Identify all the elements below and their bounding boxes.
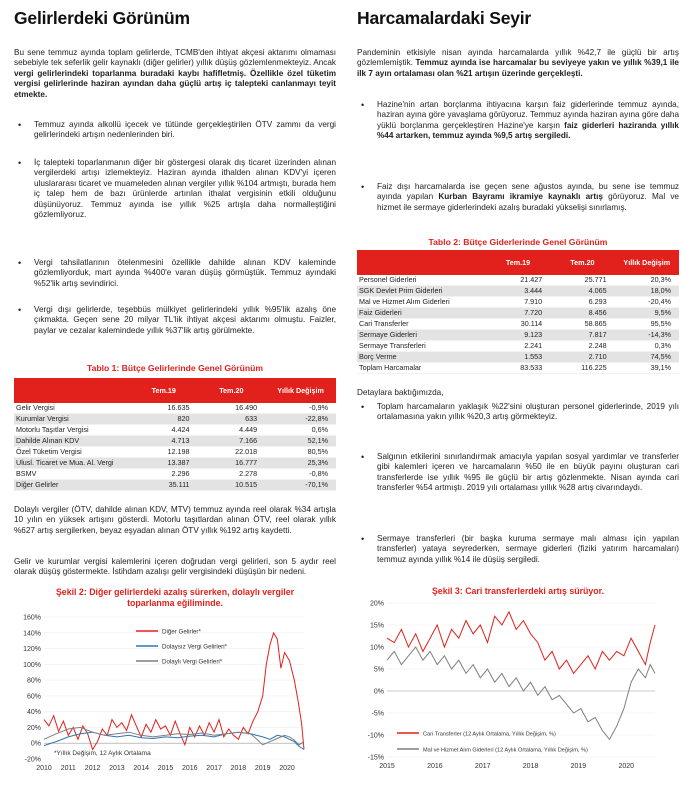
table-cell: 2.248 xyxy=(550,341,614,352)
y-tick-label: -15% xyxy=(367,754,384,762)
table-cell: 21.427 xyxy=(486,275,550,286)
table-cell: 2.710 xyxy=(550,352,614,363)
spending-table-title: Tablo 2: Bütçe Giderlerinde Genel Görünüm xyxy=(428,237,608,247)
spending-bullet-1 xyxy=(357,100,679,182)
revenue-bullet-2 xyxy=(14,158,336,258)
table-cell: 30.114 xyxy=(486,319,550,330)
table-row xyxy=(14,436,336,447)
table-row-label: Sermaye Transferleri xyxy=(357,341,486,352)
table-row xyxy=(14,425,336,436)
revenue-after-p1: Dolaylı vergiler (ÖTV, dahilde alınan KDV, MTV) temmuz ayında reel olarak %34 artışla 10 yılın en yüksek artışını gösterdi. Motorlu taşıtlardan alınan ÖTV, reel olarak yıllık %627 artış sergilerken, beyaz eşyadan alınan ÖTV yıllık %192 artış kaydetti. xyxy=(14,505,336,535)
y-tick-label: 40% xyxy=(26,709,41,717)
x-tick-label: 2019 xyxy=(254,765,271,772)
table-header-cell: Tem.19 xyxy=(486,250,550,275)
y-tick-label: -20% xyxy=(24,756,41,764)
x-tick-label: 2011 xyxy=(60,765,76,772)
revenue-intro-bold: vergi gelirlerindeki toparlanma buradaki kaybı hafifletmiş. Özellikle özel tüketim vergisi gelirlerinde haziran ayından daha güçlü artış iç talepteki canlanmayı teyit etmekte. xyxy=(14,68,336,99)
y-tick-label: 5% xyxy=(373,666,384,674)
table-cell: 80,5% xyxy=(265,447,336,458)
spending-intro-bold: Temmuz ayında ise harcamalar bu seviyeye yakın ve yıllık %39,1 ile ilk 7 ayın ortalaması olan %21 artışın üzerinde gerçekleşti. xyxy=(357,58,679,78)
table-cell: 2.241 xyxy=(486,341,550,352)
x-tick-label: 2019 xyxy=(570,763,587,770)
y-tick-label: 120% xyxy=(23,646,41,654)
table-cell: 22.018 xyxy=(198,447,266,458)
table-row xyxy=(357,319,679,330)
table-cell: -20,4% xyxy=(615,297,679,308)
details-bullet-text: Toplam harcamaların yaklaşık %22'sini oluşturan personel giderlerinde, 2019 yılı ortalamasına yakın yıllık %20,3 artış görmekteyiz. xyxy=(377,402,679,422)
x-tick-label: 2016 xyxy=(182,765,198,772)
revenue-bullet-text: İç talepteki toparlanmanın diğer bir göstergesi olarak dış ticaret üzerinden alınan vergilerdeki artışı izlemekteyiz. Haziran ayında ithalden alınan KDV'yi içeren uluslararası ticaret ve muameleden alınan vergiler yıllık %104 artmıştı, burada hem iç talep hem de bazı ürünlerde artırılan ithalat vergisinin etkili olduğunu düşünüyoruz. Temmuz ayında ise yıllık %25 artışla daha normalleştiğini gözlemliyoruz. xyxy=(34,158,336,220)
revenue-section-title: Gelirlerdeki Görünüm xyxy=(14,8,190,28)
details-bullet-text: Salgının etkilerini sınırlandırmak amacıyla yapılan sosyal yardımlar ve transferler gibi kalemleri içeren ve harcamaların %50 ile en büyük payını oluşturan cari transferlerde ise yıllık %95 ile güçlü bir artış gözlenmekte. Nisan ayında cari transferler %54 artmıştı. 2019 yılı ortalaması yıllık %28 artış civarındaydı. xyxy=(377,452,679,493)
table-row xyxy=(357,297,679,308)
table-cell: 12.198 xyxy=(130,447,198,458)
revenue-intro-text: Bu sene temmuz ayında toplam gelirlerde, TCMB'den ihtiyat akçesi aktarımı olmaması sebebiyle tek seferlik gelir kaynaklı (diğer gelirler) yıllık düşüş gözlemlenmekteyiz. Ancak xyxy=(14,48,336,68)
x-tick-label: 2017 xyxy=(206,765,222,772)
y-tick-label: 20% xyxy=(26,724,41,732)
chart-note: *Yıllık Değişim, 12 Aylık Ortalama xyxy=(54,750,151,757)
y-tick-label: 0% xyxy=(373,688,384,696)
y-tick-label: 10% xyxy=(369,644,384,652)
x-tick-label: 2013 xyxy=(109,765,125,772)
table-row xyxy=(14,469,336,480)
table-cell: 6.293 xyxy=(550,297,614,308)
spending-bullets xyxy=(357,100,679,237)
table-cell: 2.296 xyxy=(130,469,198,480)
table-cell: 95,5% xyxy=(615,319,679,330)
table-cell: 3.444 xyxy=(486,286,550,297)
table-cell: 0,3% xyxy=(615,341,679,352)
series-line xyxy=(387,647,655,739)
bullet-icon: • xyxy=(361,452,365,462)
table-cell: 18,0% xyxy=(615,286,679,297)
table-row-label: SGK Devlet Prim Giderleri xyxy=(357,286,486,297)
table-cell: 116.225 xyxy=(550,363,614,374)
table-cell: 20,3% xyxy=(615,275,679,286)
table-row xyxy=(14,403,336,414)
table-row xyxy=(14,447,336,458)
table-row xyxy=(357,341,679,352)
x-tick-label: 2018 xyxy=(522,763,539,770)
bullet-icon: • xyxy=(18,120,22,130)
table-cell: 1.553 xyxy=(486,352,550,363)
table-cell: 4.449 xyxy=(198,425,266,436)
revenue-bullet-text: Vergi dışı gelirlerde, teşebbüs mülkiyet gelirlerindeki yıllık %95'lik azalış öne çıkmakta. Geçen sene 20 milyar TL'lik ihtiyat akçesi aktarımı olmuştu. Faizler, paylar ve cezalar kalemindede yıllık %37'lik artış görülmekte. xyxy=(34,305,336,335)
y-tick-label: -5% xyxy=(371,710,384,718)
table-header-cell xyxy=(357,250,486,275)
x-tick-label: 2012 xyxy=(84,765,101,772)
details-intro: Detaylara baktığımızda, xyxy=(357,388,444,397)
bullet-icon: • xyxy=(361,100,365,110)
right-column xyxy=(357,0,679,777)
legend-label: Dolaylı Vergi Gelirleri* xyxy=(162,658,223,666)
table-cell: -14,3% xyxy=(615,330,679,341)
table-row-label: Kurumlar Vergisi xyxy=(14,414,130,425)
table-cell: 83.533 xyxy=(486,363,550,374)
x-tick-label: 2010 xyxy=(36,765,52,772)
table-row-label: Personel Giderleri xyxy=(357,275,486,286)
table-cell: 25,3% xyxy=(265,458,336,469)
table-row-label: Dahilde Alınan KDV xyxy=(14,436,130,447)
table-row xyxy=(357,363,679,374)
spending-bullet-text: Faiz dışı harcamalarda ise geçen sene ağustos ayında, bu sene ise temmuz ayında yapılan xyxy=(377,182,679,202)
legend-label: Dolaysız Vergi Gelirleri* xyxy=(162,643,227,651)
table-cell: 9,5% xyxy=(615,308,679,319)
table-cell: 0,6% xyxy=(265,425,336,436)
table-row xyxy=(357,286,679,297)
table-header-cell: Yıllık Değişim xyxy=(265,378,336,403)
x-tick-label: 2020 xyxy=(618,763,635,770)
table-row-label: Sermaye Giderleri xyxy=(357,330,486,341)
table-cell: 16.777 xyxy=(198,458,266,469)
legend-label: Cari Transferler (12 Aylık Ortalama, Yıllık Değişim, %) xyxy=(423,731,556,738)
table-row-label: Faiz Giderleri xyxy=(357,308,486,319)
table-cell: 9.123 xyxy=(486,330,550,341)
table-cell: 4.424 xyxy=(130,425,198,436)
table-header-cell: Yıllık Değişim xyxy=(615,250,679,275)
table-row xyxy=(357,352,679,363)
series-line xyxy=(44,732,304,749)
table-row-label: Toplam Harcamalar xyxy=(357,363,486,374)
spending-line-chart xyxy=(357,597,679,777)
y-tick-label: 20% xyxy=(369,600,384,608)
table-row-label: Özel Tüketim Vergisi xyxy=(14,447,130,458)
revenue-table xyxy=(14,378,336,491)
table-cell: 25.771 xyxy=(550,275,614,286)
details-bullet-1 xyxy=(357,402,679,452)
table-cell: 7.166 xyxy=(198,436,266,447)
spending-bullet-2 xyxy=(357,182,679,237)
revenue-bullet-4 xyxy=(14,305,336,363)
table-cell: -70,1% xyxy=(265,480,336,491)
spending-bullet-bold: faiz giderleri haziranda yıllık %44 artarken, temmuz ayında %9,5 artış sergiledi. xyxy=(377,120,679,141)
x-tick-label: 2020 xyxy=(279,765,295,772)
x-tick-label: 2017 xyxy=(474,763,491,770)
table-cell: 7.720 xyxy=(486,308,550,319)
revenue-bullet-text: Temmuz ayında alkollü içecek ve tütünde gerçekleştirilen ÖTV zammı da vergi gelirlerindeki artışın nedenlerinden biri. xyxy=(34,120,336,140)
table-cell: 39,1% xyxy=(615,363,679,374)
table-cell: 74,5% xyxy=(615,352,679,363)
table-header-cell xyxy=(14,378,130,403)
spending-section-title: Harcamalardaki Seyir xyxy=(357,8,532,28)
table-row xyxy=(357,275,679,286)
x-tick-label: 2015 xyxy=(379,763,395,770)
table-cell: 58.865 xyxy=(550,319,614,330)
y-tick-label: 80% xyxy=(26,677,41,685)
legend-label: Diğer Gelirler* xyxy=(162,628,201,636)
revenue-after-p2: Gelir ve kurumlar vergisi kalemlerini içeren doğrudan vergi gelirleri, son 5 aydır reel olarak düşüş göstermekte. İstihdam azalışı gelir vergisindeki düşüşün bir nedeni. xyxy=(14,557,336,577)
y-tick-label: 0% xyxy=(30,740,41,748)
table-cell: 8.456 xyxy=(550,308,614,319)
x-tick-label: 2014 xyxy=(133,765,149,772)
table-row xyxy=(357,330,679,341)
table-row-label: Borç Verme xyxy=(357,352,486,363)
spending-chart-title: Şekil 3: Cari transferlerdeki artış sürüyor. xyxy=(431,586,605,596)
table-row-label: Gelir Vergisi xyxy=(14,403,130,414)
bullet-icon: • xyxy=(18,158,22,168)
table-cell: 633 xyxy=(198,414,266,425)
y-tick-label: 140% xyxy=(23,630,41,638)
table-cell: 4.713 xyxy=(130,436,198,447)
y-tick-label: 160% xyxy=(23,614,41,622)
table-cell: 7.910 xyxy=(486,297,550,308)
legend-label: Mal ve Hizmet Alım Giderleri (12 Aylık Ortalama, Yıllık Değişim, %) xyxy=(423,747,588,754)
revenue-bullet-text: Vergi tahsilatlarının ötelenmesini özellikle dahilde alınan KDV kaleminde gözlemliyorduk, mart ayında %400'e varan düşüş görmüştük. Temmuz ayındaki %52'lik artış sevindirici. xyxy=(34,258,336,288)
table-row xyxy=(14,458,336,469)
x-tick-label: 2015 xyxy=(157,765,174,772)
table-cell: 10.515 xyxy=(198,480,266,491)
bullet-icon: • xyxy=(361,402,365,412)
table-header-cell: Tem.19 xyxy=(130,378,198,403)
bullet-icon: • xyxy=(18,258,22,268)
bullet-icon: • xyxy=(18,305,22,315)
table-cell: 16.635 xyxy=(130,403,198,414)
y-tick-label: 15% xyxy=(369,622,384,630)
x-tick-label: 2016 xyxy=(427,763,443,770)
table-row-label: Ulusl. Ticaret ve Mua. Al. Vergi xyxy=(14,458,130,469)
spending-table xyxy=(357,250,679,374)
details-bullet-text: Sermaye transferleri (bir başka kuruma sermaye malı alması için yapılan transferler) yataya seyrederken, sermaye giderleri (fiziki yatırım harcamaları) temmuz ayında yıllık %14 ile düşüş sergiledi. xyxy=(377,534,679,564)
revenue-chart-title: Şekil 2: Diğer gelirlerdeki azalış sürerken, dolaylı vergiler toparlanma eğiliminde. xyxy=(55,587,295,608)
x-tick-label: 2018 xyxy=(230,765,247,772)
bullet-icon: • xyxy=(361,182,365,192)
spending-intro xyxy=(357,48,679,100)
spending-bullet-text: görüyoruz. Mal ve hizmet ile sermaye giderlerindeki azalış buradaki yükselişi sınırlamış. xyxy=(377,192,679,212)
spending-intro-text: Pandeminin etkisiyle nisan ayında harcamalarda yıllık %42,7 ile güçlü bir artış gözlemlemiştik. xyxy=(357,48,679,68)
revenue-bullet-3 xyxy=(14,258,336,305)
table-cell: -0,8% xyxy=(265,469,336,480)
table-cell: 7.817 xyxy=(550,330,614,341)
revenue-table-title: Tablo 1: Bütçe Gelirlerinde Genel Görünüm xyxy=(86,363,264,373)
revenue-bullet-1 xyxy=(14,120,336,158)
table-row xyxy=(14,480,336,491)
y-tick-label: 100% xyxy=(23,661,41,669)
revenue-intro xyxy=(14,48,336,120)
table-row-label: Mal ve Hizmet Alım Giderleri xyxy=(357,297,486,308)
y-tick-label: -10% xyxy=(367,732,384,740)
table-cell: -0,9% xyxy=(265,403,336,414)
table-cell: 820 xyxy=(130,414,198,425)
table-row xyxy=(357,308,679,319)
table-cell: 13.387 xyxy=(130,458,198,469)
revenue-line-chart xyxy=(14,609,336,777)
table-row-label: Cari Transferler xyxy=(357,319,486,330)
spending-bullet-bold: Kurban Bayramı ikramiye kaynaklı artış xyxy=(438,192,603,202)
table-cell: 2.278 xyxy=(198,469,266,480)
table-cell: 52,1% xyxy=(265,436,336,447)
series-line xyxy=(387,612,655,674)
spending-bullet-text: Hazine'nin artan borçlanma ihtiyacına karşın faiz giderlerinde temmuz ayında, haziran ayına göre yavaşlama görüyoruz. Temmuz ayında haziran ayına göre daha yüklü borçlanma gerçekleştiren Hazine'ye karşın xyxy=(377,100,679,130)
left-column xyxy=(14,0,336,777)
details-bullets xyxy=(357,402,679,584)
table-header-cell: Tem.20 xyxy=(550,250,614,275)
table-header-cell: Tem.20 xyxy=(198,378,266,403)
table-cell: 35.111 xyxy=(130,480,198,491)
details-bullet-2 xyxy=(357,452,679,534)
table-cell: 4.065 xyxy=(550,286,614,297)
table-row-label: BSMV xyxy=(14,469,130,480)
table-row-label: Diğer Gelirler xyxy=(14,480,130,491)
table-cell: 16.490 xyxy=(198,403,266,414)
details-bullet-3 xyxy=(357,534,679,584)
table-row-label: Motorlu Taşıtlar Vergisi xyxy=(14,425,130,436)
bullet-icon: • xyxy=(361,534,365,544)
table-row xyxy=(14,414,336,425)
table-cell: -22,8% xyxy=(265,414,336,425)
series-line xyxy=(44,727,304,744)
y-tick-label: 60% xyxy=(26,693,41,701)
revenue-bullets xyxy=(14,120,336,363)
